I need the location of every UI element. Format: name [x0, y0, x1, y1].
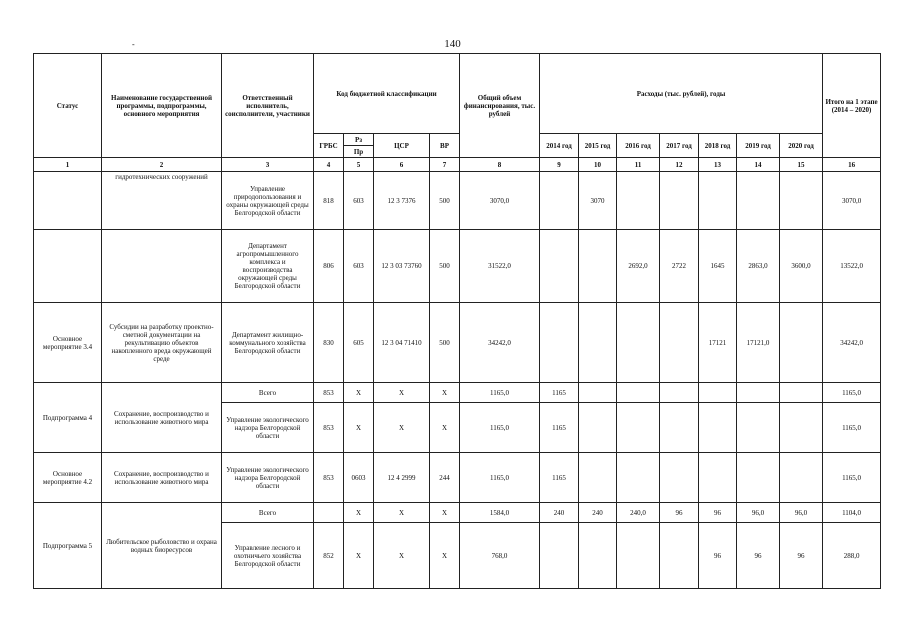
vr-cell: 244 — [430, 453, 460, 503]
total-cell: 3070,0 — [460, 172, 540, 230]
header-budget-code: Код бюджетной классификации — [314, 54, 460, 134]
year-cell — [579, 383, 617, 403]
vr-cell: 500 — [430, 172, 460, 230]
header-pr: Пр — [344, 146, 374, 158]
sum-cell: 1165,0 — [823, 453, 881, 503]
program-cell: Сохранение, воспроизводство и использование животного мира — [102, 453, 222, 503]
table-row — [34, 230, 881, 303]
header-year-2016: 2016 год — [617, 134, 660, 158]
header-rz: Рз — [344, 134, 374, 146]
column-number: 7 — [430, 158, 460, 172]
year-cell: 96 — [737, 523, 780, 589]
status-cell: Основное мероприятие 4.2 — [34, 453, 102, 503]
csr-cell: 12 3 7376 — [374, 172, 430, 230]
year-cell — [737, 453, 780, 503]
year-cell — [699, 172, 737, 230]
executor-cell: Департамент агропромышленного комплекса и воспроизводства окружающей среды Белгородской области — [222, 230, 314, 303]
year-cell: 2692,0 — [617, 230, 660, 303]
year-cell: 17121,0 — [737, 303, 780, 383]
total-cell: 1165,0 — [460, 403, 540, 453]
column-number: 2 — [102, 158, 222, 172]
program-cell: Субсидии на разработку проектно-сметной документации на рекультивацию объектов накопленного вреда окружающей среде — [102, 303, 222, 383]
header-year-2019: 2019 год — [737, 134, 780, 158]
year-cell: 2722 — [660, 230, 699, 303]
csr-cell: Х — [374, 383, 430, 403]
column-number: 3 — [222, 158, 314, 172]
header-program: Наименование государственной программы, подпрограммы, основного мероприятия — [102, 54, 222, 158]
column-number: 9 — [540, 158, 579, 172]
year-cell — [540, 172, 579, 230]
year-cell — [660, 453, 699, 503]
table-row — [34, 303, 881, 383]
header-year-2020: 2020 год — [780, 134, 823, 158]
stray-mark: - — [132, 40, 135, 49]
column-number: 5 — [344, 158, 374, 172]
grbs-cell: 830 — [314, 303, 344, 383]
total-cell: 1584,0 — [460, 503, 540, 523]
sum-cell: 13522,0 — [823, 230, 881, 303]
column-number: 13 — [699, 158, 737, 172]
year-cell — [660, 523, 699, 589]
status-cell: Подпрограмма 5 — [34, 503, 102, 589]
vr-cell: Х — [430, 523, 460, 589]
column-number: 6 — [374, 158, 430, 172]
column-numbers-row — [34, 158, 881, 172]
sum-cell: 34242,0 — [823, 303, 881, 383]
column-number: 15 — [780, 158, 823, 172]
year-cell — [579, 230, 617, 303]
table-row — [34, 453, 881, 503]
year-cell: 96 — [660, 503, 699, 523]
page-number: 140 — [444, 38, 461, 50]
executor-cell: Управление экологического надзора Белгородской области — [222, 403, 314, 453]
executor-cell: Департамент жилищно-коммунального хозяйства Белгородской области — [222, 303, 314, 383]
year-cell: 1165 — [540, 383, 579, 403]
sum-cell: 1104,0 — [823, 503, 881, 523]
sum-cell: 3070,0 — [823, 172, 881, 230]
program-cell: гидротехнических сооружений — [102, 172, 222, 230]
year-cell: 96 — [699, 523, 737, 589]
csr-cell: 12 3 04 71410 — [374, 303, 430, 383]
vr-cell: Х — [430, 383, 460, 403]
header-executor: Ответственный исполнитель, соисполнители, участники — [222, 54, 314, 158]
program-cell: Любительское рыболовство и охрана водных биоресурсов — [102, 503, 222, 589]
year-cell: 1165 — [540, 453, 579, 503]
year-cell — [660, 303, 699, 383]
executor-cell: Управление экологического надзора Белгородской области — [222, 453, 314, 503]
csr-cell: Х — [374, 523, 430, 589]
vr-cell: Х — [430, 403, 460, 453]
column-number: 8 — [460, 158, 540, 172]
year-cell — [617, 453, 660, 503]
grbs-cell: 853 — [314, 403, 344, 453]
year-cell — [617, 403, 660, 453]
vr-cell: Х — [430, 503, 460, 523]
column-number: 16 — [823, 158, 881, 172]
column-number: 12 — [660, 158, 699, 172]
total-cell: 31522,0 — [460, 230, 540, 303]
year-cell — [780, 453, 823, 503]
header-grbs: ГРБС — [314, 134, 344, 158]
column-number: 1 — [34, 158, 102, 172]
csr-cell: Х — [374, 503, 430, 523]
status-cell — [34, 172, 102, 230]
program-cell: Сохранение, воспроизводство и использование животного мира — [102, 383, 222, 453]
sum-cell: 288,0 — [823, 523, 881, 589]
header-expenses: Расходы (тыс. рублей), годы — [540, 54, 823, 134]
year-cell — [780, 172, 823, 230]
sum-cell: 1165,0 — [823, 383, 881, 403]
year-cell — [780, 403, 823, 453]
grbs-cell: 806 — [314, 230, 344, 303]
status-cell: Основное мероприятие 3.4 — [34, 303, 102, 383]
header-vr: ВР — [430, 134, 460, 158]
executor-cell: Всего — [222, 503, 314, 523]
year-cell: 17121 — [699, 303, 737, 383]
executor-cell: Управление природопользования и охраны окружающей среды Белгородской области — [222, 172, 314, 230]
table-row — [34, 503, 881, 523]
grbs-cell: 818 — [314, 172, 344, 230]
header-year-2018: 2018 год — [699, 134, 737, 158]
year-cell: 96,0 — [737, 503, 780, 523]
status-cell: Подпрограмма 4 — [34, 383, 102, 453]
table-row — [34, 172, 881, 230]
year-cell — [579, 303, 617, 383]
year-cell — [660, 403, 699, 453]
year-cell: 3070 — [579, 172, 617, 230]
rzpr-cell: 603 — [344, 172, 374, 230]
year-cell: 96,0 — [780, 503, 823, 523]
total-cell: 768,0 — [460, 523, 540, 589]
year-cell — [579, 453, 617, 503]
header-status: Статус — [34, 54, 102, 158]
executor-cell: Управление лесного и охотничьего хозяйства Белгородской области — [222, 523, 314, 589]
total-cell: 34242,0 — [460, 303, 540, 383]
year-cell: 240,0 — [617, 503, 660, 523]
rzpr-cell: Х — [344, 523, 374, 589]
year-cell — [540, 523, 579, 589]
year-cell — [540, 303, 579, 383]
grbs-cell: 853 — [314, 383, 344, 403]
year-cell — [617, 172, 660, 230]
vr-cell: 500 — [430, 303, 460, 383]
table-row — [34, 383, 881, 403]
csr-cell: Х — [374, 403, 430, 453]
year-cell — [699, 383, 737, 403]
header-csr: ЦСР — [374, 134, 430, 158]
year-cell — [617, 523, 660, 589]
column-number: 11 — [617, 158, 660, 172]
grbs-cell: 852 — [314, 523, 344, 589]
status-cell — [34, 230, 102, 303]
year-cell — [660, 383, 699, 403]
column-number: 10 — [579, 158, 617, 172]
year-cell — [737, 172, 780, 230]
column-number: 4 — [314, 158, 344, 172]
rzpr-cell: Х — [344, 503, 374, 523]
total-cell: 1165,0 — [460, 453, 540, 503]
executor-cell: Всего — [222, 383, 314, 403]
header-total-stage: Итого на 1 этапе (2014 – 2020) — [823, 54, 881, 158]
csr-cell: 12 4 2999 — [374, 453, 430, 503]
year-cell: 1165 — [540, 403, 579, 453]
rzpr-cell: 0603 — [344, 453, 374, 503]
header-year-2015: 2015 год — [579, 134, 617, 158]
year-cell — [737, 383, 780, 403]
year-cell: 240 — [540, 503, 579, 523]
year-cell — [780, 383, 823, 403]
csr-cell: 12 3 03 73760 — [374, 230, 430, 303]
header-year-2014: 2014 год — [540, 134, 579, 158]
program-cell — [102, 230, 222, 303]
year-cell — [660, 172, 699, 230]
year-cell: 2863,0 — [737, 230, 780, 303]
grbs-cell — [314, 503, 344, 523]
header-year-2017: 2017 год — [660, 134, 699, 158]
column-number: 14 — [737, 158, 780, 172]
year-cell: 1645 — [699, 230, 737, 303]
year-cell: 240 — [579, 503, 617, 523]
vr-cell: 500 — [430, 230, 460, 303]
year-cell — [617, 303, 660, 383]
year-cell: 96 — [780, 523, 823, 589]
header-total-volume: Общий объем финансирования, тыс. рублей — [460, 54, 540, 158]
rzpr-cell: 605 — [344, 303, 374, 383]
year-cell — [737, 403, 780, 453]
year-cell — [699, 403, 737, 453]
rzpr-cell: Х — [344, 403, 374, 453]
year-cell — [699, 453, 737, 503]
grbs-cell: 853 — [314, 453, 344, 503]
year-cell — [540, 230, 579, 303]
year-cell: 96 — [699, 503, 737, 523]
year-cell — [579, 523, 617, 589]
budget-table — [33, 53, 881, 589]
year-cell — [617, 383, 660, 403]
total-cell: 1165,0 — [460, 383, 540, 403]
rzpr-cell: 603 — [344, 230, 374, 303]
rzpr-cell: Х — [344, 383, 374, 403]
year-cell — [780, 303, 823, 383]
sum-cell: 1165,0 — [823, 403, 881, 453]
year-cell: 3600,0 — [780, 230, 823, 303]
year-cell — [579, 403, 617, 453]
